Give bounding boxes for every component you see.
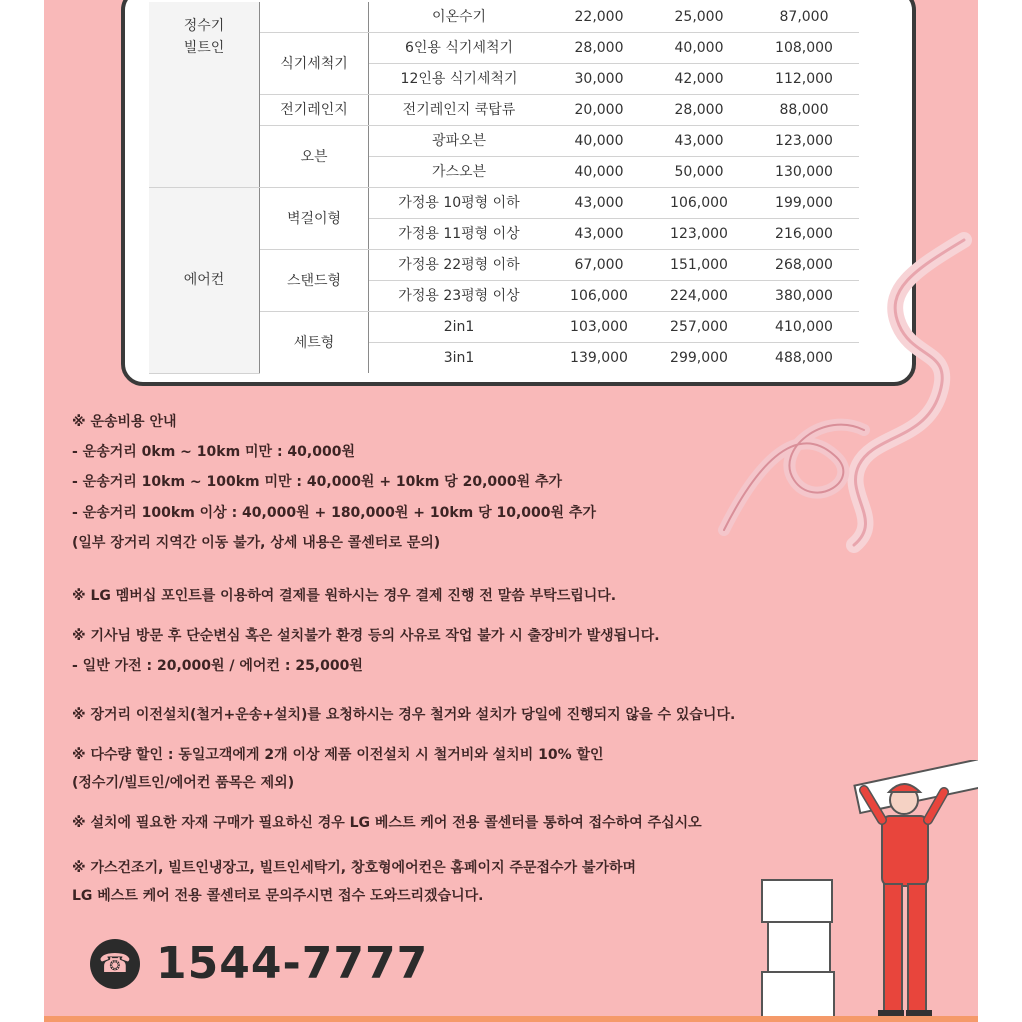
transport-line: - 운송거리 100km 이상 : 40,000원 + 180,000원 + 10km 당 10,000원 추가 xyxy=(72,505,596,521)
price-cell: 28,000 xyxy=(549,33,649,64)
price-cell: 88,000 xyxy=(749,95,859,126)
price-cell: 103,000 xyxy=(549,312,649,343)
materials-note: ※ 설치에 필요한 자재 구매가 필요하신 경우 LG 베스트 케어 전용 콜센터를 통하여 접수하여 주십시오 xyxy=(72,815,702,831)
long-distance-note: ※ 장거리 이전설치(철거+운송+설치)를 요청하시는 경우 철거와 설치가 당일에 진행되지 않을 수 있습니다. xyxy=(72,707,736,723)
phone-number: 1544-7777 xyxy=(156,938,429,989)
category-label-line2: 빌트인 xyxy=(183,39,225,56)
model-cell: 이온수기 xyxy=(369,2,550,33)
price-cell: 123,000 xyxy=(649,219,749,250)
price-cell: 108,000 xyxy=(749,33,859,64)
price-cell: 112,000 xyxy=(749,64,859,95)
transport-line: - 운송거리 10km ~ 100km 미만 : 40,000원 + 10km 당 20,000원 추가 xyxy=(72,474,563,490)
category-water-builtin xyxy=(149,2,260,188)
subcategory-cell: 오븐 xyxy=(260,126,369,188)
price-cell: 40,000 xyxy=(649,33,749,64)
poster xyxy=(44,0,978,1022)
model-cell: 전기레인지 쿡탑류 xyxy=(369,95,550,126)
model-cell: 가스오븐 xyxy=(369,157,550,188)
model-cell: 3in1 xyxy=(443,350,475,366)
subcategory-cell: 식기세척기 xyxy=(260,33,369,95)
category-label-line1: 정수기 xyxy=(183,17,225,34)
model-cell: 2in1 xyxy=(369,312,550,343)
right-margin xyxy=(978,0,1022,1022)
table-row xyxy=(149,188,859,219)
price-cell: 43,000 xyxy=(649,126,749,157)
price-cell: 199,000 xyxy=(749,188,859,219)
price-cell: 43,000 xyxy=(549,188,649,219)
subcategory-cell: 벽걸이형 xyxy=(260,188,369,250)
subcategory-cell: 세트형 xyxy=(260,312,369,374)
bulk-discount-exclusion: (정수기/빌트인/에어컨 품목은 제외) xyxy=(72,775,295,791)
bulk-discount-note: ※ 다수량 할인 : 동일고객에게 2개 이상 제품 이전설치 시 철거비와 설치비 10% 할인 xyxy=(72,747,604,763)
transport-line: - 운송거리 0km ~ 10km 미만 : 40,000원 xyxy=(72,444,355,460)
price-cell: 151,000 xyxy=(649,250,749,281)
price-cell: 67,000 xyxy=(549,250,649,281)
transport-title: ※ 운송비용 안내 xyxy=(72,414,177,430)
model-cell: 가정용 10평형 이하 xyxy=(369,188,550,219)
price-cell: 380,000 xyxy=(749,281,859,312)
bottom-strip xyxy=(44,1016,978,1022)
left-margin xyxy=(0,0,44,1022)
category-cell: 에어컨 xyxy=(149,188,260,374)
price-cell: 87,000 xyxy=(749,2,859,33)
transport-note: (일부 장거리 지역간 이동 불가, 상세 내용은 콜센터로 문의) xyxy=(72,535,441,551)
price-cell: 22,000 xyxy=(549,2,649,33)
price-cell: 488,000 xyxy=(775,350,833,366)
price-cell: 40,000 xyxy=(549,126,649,157)
model-cell: 6인용 식기세척기 xyxy=(369,33,550,64)
price-cell: 299,000 xyxy=(670,350,728,366)
price-cell: 42,000 xyxy=(649,64,749,95)
price-cell: 28,000 xyxy=(649,95,749,126)
price-cell: 123,000 xyxy=(749,126,859,157)
price-cell: 40,000 xyxy=(549,157,649,188)
gas-note-line1: ※ 가스건조기, 빌트인냉장고, 빌트인세탁기, 창호형에어컨은 홈페이지 주문접수가 불가하며 xyxy=(72,860,637,876)
price-cell: 30,000 xyxy=(549,64,649,95)
model-cell: 가정용 22평형 이하 xyxy=(369,250,550,281)
price-cell: 43,000 xyxy=(549,219,649,250)
visit-fee-detail: - 일반 가전 : 20,000원 / 에어컨 : 25,000원 xyxy=(72,658,363,674)
model-cell: 가정용 11평형 이상 xyxy=(369,219,550,250)
price-cell: 216,000 xyxy=(749,219,859,250)
subcategory-cell: 스탠드형 xyxy=(260,250,369,312)
subcategory-cell: 전기레인지 xyxy=(260,95,369,126)
price-cell: 106,000 xyxy=(649,188,749,219)
price-cell: 20,000 xyxy=(549,95,649,126)
model-cell: 12인용 식기세척기 xyxy=(369,64,550,95)
ribbon-decoration xyxy=(684,230,978,570)
delivery-worker-illustration xyxy=(744,760,978,1022)
membership-note: ※ LG 멤버십 포인트를 이용하여 결제를 원하시는 경우 결제 진행 전 말씀 부탁드립니다. xyxy=(72,588,617,604)
price-cell: 106,000 xyxy=(549,281,649,312)
phone-icon: ☎ xyxy=(90,939,140,989)
gas-note-line2: LG 베스트 케어 전용 콜센터로 문의주시면 접수 도와드리겠습니다. xyxy=(72,888,484,904)
subcategory-cell xyxy=(260,2,369,33)
price-cell: 224,000 xyxy=(649,281,749,312)
price-cell: 50,000 xyxy=(649,157,749,188)
price-cell: 410,000 xyxy=(749,312,859,343)
table-row xyxy=(149,2,859,33)
model-cell: 가정용 23평형 이상 xyxy=(369,281,550,312)
visit-fee-note: ※ 기사님 방문 후 단순변심 혹은 설치불가 환경 등의 사유로 작업 불가 시 출장비가 발생됩니다. xyxy=(72,628,660,644)
price-cell: 139,000 xyxy=(570,350,628,366)
price-cell: 268,000 xyxy=(749,250,859,281)
model-cell: 광파오븐 xyxy=(369,126,550,157)
price-cell: 25,000 xyxy=(649,2,749,33)
price-cell: 257,000 xyxy=(649,312,749,343)
price-cell: 130,000 xyxy=(749,157,859,188)
